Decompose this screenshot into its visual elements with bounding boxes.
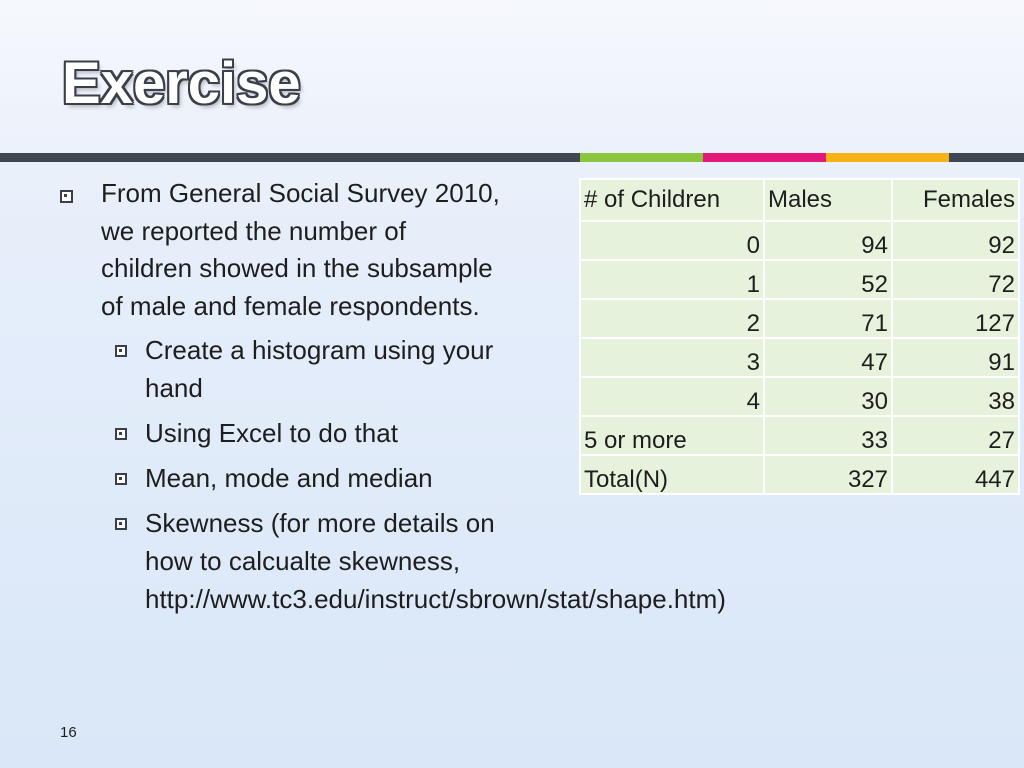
table-cell: 2 xyxy=(580,299,764,338)
table-cell: 38 xyxy=(892,377,1019,416)
divider-bar-dark-end xyxy=(949,153,1024,162)
sub-bullet xyxy=(115,459,510,497)
table-cell: 72 xyxy=(892,260,1019,299)
sub-bullet-text: Mean, mode and median xyxy=(145,463,433,493)
table-cell: 3 xyxy=(580,338,764,377)
table-cell: 91 xyxy=(892,338,1019,377)
table-cell: 0 xyxy=(580,221,764,260)
square-bullet-icon xyxy=(115,518,127,530)
divider-bar-dark xyxy=(0,153,580,162)
sub-bullet xyxy=(115,414,510,452)
table-cell: 71 xyxy=(764,299,892,338)
table-cell: 327 xyxy=(764,455,892,494)
square-bullet-icon xyxy=(115,345,127,357)
sub-bullet xyxy=(115,504,726,618)
table-row xyxy=(580,455,1019,494)
table-row xyxy=(580,416,1019,455)
table-cell: 52 xyxy=(764,260,892,299)
table-row xyxy=(580,260,1019,299)
main-bullet-text: From General Social Survey 2010, we reported the number of children showed in the subsample of male and female respondents. xyxy=(101,178,500,321)
table-cell: 27 xyxy=(892,416,1019,455)
sub-bullet xyxy=(115,331,510,407)
page-number: 16 xyxy=(60,724,77,741)
divider-bar-green xyxy=(580,153,703,162)
table-cell: 33 xyxy=(764,416,892,455)
divider-bar-pink xyxy=(703,153,826,162)
main-bullet xyxy=(60,175,510,325)
table-header-cell: Males xyxy=(764,179,892,221)
square-bullet-icon xyxy=(115,428,127,440)
table-row xyxy=(580,299,1019,338)
table-cell: 127 xyxy=(892,299,1019,338)
table-row xyxy=(580,338,1019,377)
table-cell: 447 xyxy=(892,455,1019,494)
table-cell: Total(N) xyxy=(580,455,764,494)
square-bullet-icon xyxy=(115,473,127,485)
divider-bar-orange xyxy=(826,153,949,162)
table-cell: 5 or more xyxy=(580,416,764,455)
sub-bullet-text: Using Excel to do that xyxy=(145,418,398,448)
table-cell: 94 xyxy=(764,221,892,260)
table-header-cell: # of Children xyxy=(580,179,764,221)
sub-bullet-text: Skewness (for more details on how to calcualte skewness, http://www.tc3.edu/instruct/sbrown/stat/shape.htm) xyxy=(145,508,726,614)
table-cell: 30 xyxy=(764,377,892,416)
table-header-row xyxy=(580,179,1019,221)
table-cell: 92 xyxy=(892,221,1019,260)
children-count-table xyxy=(579,178,1020,495)
table-row xyxy=(580,221,1019,260)
table-header-cell: Females xyxy=(892,179,1019,221)
table-cell: 1 xyxy=(580,260,764,299)
sub-bullet-text: Create a histogram using your hand xyxy=(145,335,494,403)
slide-title: Exercise xyxy=(62,51,301,116)
table-row xyxy=(580,377,1019,416)
square-bullet-icon xyxy=(60,190,73,203)
table-cell: 47 xyxy=(764,338,892,377)
table-cell: 4 xyxy=(580,377,764,416)
